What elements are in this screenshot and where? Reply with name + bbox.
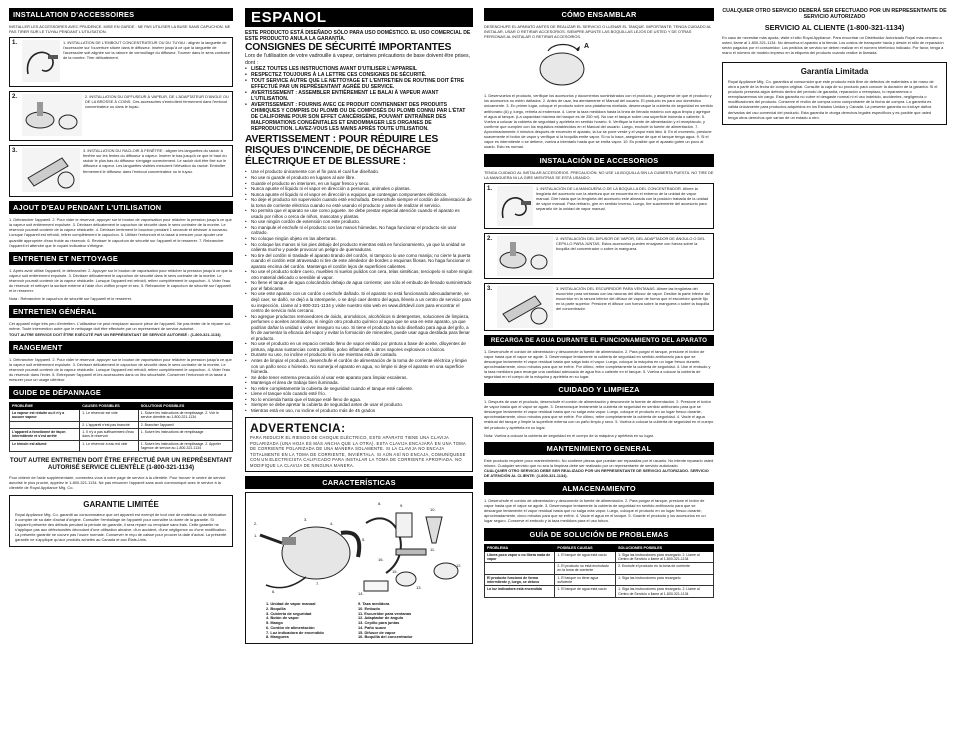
list-item: • No use el producto en un espacio cerrado lleno de vapor emitido por pintura a base de aceite, diluyentes de pintura, algunas sustancias contra polillas, polvo inflamable, u otros vapores explosivos o tóxicos. — [245, 341, 473, 352]
list-item: • No use este aparato con un cordón o enchufe dañado. Si el aparato no está funcionando adecuadamente, se dejó caer, se dañó, se dejó a la intemperie, o se dejó caer dentro del agua, llévelo a un centro de servicio para su inspección. Llame al 1-800-321-1134 y visite nuestro sitio web en www.dirtdevil.com para encontrar el centro de servicio más cercano. — [245, 291, 473, 313]
service-heading: CUALQUIER OTRO SERVICIO DEBERÁ SER EFECTUADO POR UN REPRESENTANTE DE SERVICIO AUTORIZADO — [722, 8, 947, 21]
list-item: • No coloque ningún objeto en las aberturas. — [245, 236, 473, 242]
parts-list-item: 8. Manguera — [266, 634, 289, 640]
section-title: GUIDE DE DÉPANNAGE — [9, 386, 233, 399]
section-text: 1. Desenchufe el cordón de alimentación y desconecte la fuente de alimentación. 2. Para purgar el tanque, presione el botón de vapor hasta que el vapor se agote. 3. Desenrosque lentamente la cubierta de seguridad en sentido antihorario para que se descargue lentamente el vapor residual hasta que salga todo el vapor. Luego, coloque la máquina en un lugar fresco durante, aproximadamente, cinco minutos para que se enfríe. Por último, retire completamente la cubierta de seguridad. 4. Use el embudo y la taza medidora para recargar una cantidad adecuada de agua fría o caliente en el tanque. 5. Vuelva a colocar la cubierta de seguridad en el cuerpo de la máquina y apriétela en su lugar. — [484, 348, 711, 379]
safety-bullet-list — [245, 169, 473, 413]
column-header: PROBLEMA — [485, 544, 555, 551]
callout-number: 5. — [362, 536, 366, 542]
list-item: • TOUT SERVICE AUTRE QUE LE NETTOYAGE ET L'ENTRETIEN DE ROUTINE DOIT ÊTRE EFFECTUÉ PAR UN REPRÉSENTANT AGRÉÉ DU SERVICE. — [245, 78, 473, 90]
list-item: • Mantenga el área de trabajo bien iluminada. — [245, 380, 473, 386]
column-header: SOLUCIONES POSIBLES — [616, 544, 714, 551]
install-step — [9, 37, 233, 87]
customer-service-phone: SERVICIO AL CLIENTE (1-800-321-1134) — [764, 22, 905, 32]
table-row — [485, 551, 714, 563]
table-cell: 1. Suivre les instructions de remplissage — [138, 428, 232, 440]
parts-list-item: 12. Adaptador de ángulo — [358, 615, 404, 621]
section-text: Cet appareil exige très peu d'entretien. L'utilisateur ne peut remplacer aucune pièce de l'appareil. Ne pas tenter de le réparer soi-même. Toute intervention autre que le nettoyage doit être effectuée par un représentant de service autorisé. — [9, 321, 231, 332]
bold-bullet-list — [245, 66, 473, 132]
table-cell: 1. Suivre les instructions de remplissage. 2. Voir le service clientèle au 1-800-321-1134 — [138, 410, 232, 422]
parts-list-item: 13. Cepillo para juntas — [358, 620, 400, 626]
parts-list-item: 14. Paño suave — [358, 624, 387, 630]
list-item: • No use ni guarde el producto en lugares al aire libre. — [245, 175, 473, 181]
step-text: 2. INSTALLATION DU DIFFUSEUR À VAPEUR, DE L'ADAPTATEUR D'ANGLE OU DE LA BROSSE À COINS. Ces accessoires s'emboîtent fermement dans l'embout concentrateur ou dans le tuyau. — [85, 94, 229, 110]
parts-list-item: 15. Difusor de vapor — [358, 629, 396, 635]
table-cell: 1. Il n'y a pas suffisamment d'eau dans le réservoir — [80, 428, 138, 440]
parts-list-item: 1. Unidad de vapor manual — [266, 600, 316, 606]
table-cell: 1. El tanque no tiene agua suficiente — [555, 574, 616, 586]
list-item: • Siempre se debe apretar la cubierta de seguridad antes de usar el producto. — [245, 402, 473, 408]
features-diagram — [245, 492, 473, 644]
hose-illustration — [22, 40, 60, 82]
callout-number: 1. — [254, 532, 258, 538]
warning-heading: ADVERTENCIA: — [250, 421, 346, 436]
list-item: • No agregue productos removedores de óxido, aromáticos, alcohólicos ni detergentes, soluciones de limpieza, perfumes o aceites aromáticos, ni ningún otro producto químico al agua que se usa en este aparato, ya que podrían dañar la unidad o volver inseguro su uso. Si tiene el producto ha sido diseñado para agua del grifo, a fin de aumentar la eficacia del vapor y evitar la formación de minerales, puede usar agua destilada para llenar el producto. — [245, 314, 473, 342]
squeegee-illustration — [22, 148, 80, 192]
callout-number: 2. — [254, 520, 258, 526]
install-step — [484, 183, 714, 229]
table-row — [10, 421, 233, 428]
list-item: • No use el producto sobre cuero, muebles ni suelos pulidos con cera, telas sintéticas, terciopelo ni sobre ningún otro material delicado o sensible al vapor. — [245, 269, 473, 280]
column-header: CAUSES POSSIBLES — [80, 403, 138, 410]
service-column — [722, 8, 947, 125]
table-row — [10, 410, 233, 422]
table-cell: 2. El producto no está enchufado en la toma de corriente — [555, 563, 616, 575]
section-text: 1. Après avoir utilisé l'appareil, le débrancher. 2. Appuyer sur le bouton de vaporisation pour relâcher la pression jusqu'à ce que la vapeur soit entièrement expulsée. 3. Dévisser délicatement le capuchon de sécurité dans le sens contraire de la montre. Le réservoir pourrait contenir de la vapeur résiduelle. Lorsque l'appareil est refroidi, retirer complètement le capuchon. 4. Vider l'eau du réservoir et nettoyer la surface externe à l'aide d'un chiffon propre et sec. 5. Rebrancher le capuchon de sécurité sur l'appareil et le resserrer. — [9, 267, 232, 294]
list-item: • No permita que el aparato se use como juguete. Se debe prestar especial atención cuando el aparato es usado por niños o cerca de niños, mascotas y plantas. — [245, 208, 473, 219]
troubleshooting-table — [484, 544, 714, 598]
step-text: 3. INSTALLATION DU RACLOIR À FENÊTRE : aligner les languettes du racloir à fenêtre sur les fentes du diffuseur à vapeur. Insérer le bas jusqu'à ce que le haut du racloir le plus bas du diffuseur s'engage correctement. Le racloir doit être fixé sur le diffuseur à vapeur. Les languettes visibles mesurent l'élévation du racloir. Embolter fermement le diffuseur dans l'embout concentrateur ou le tuyau. — [83, 148, 227, 174]
callout-number: 12. — [456, 562, 462, 568]
troubleshooting-table — [9, 402, 233, 452]
table-cell: 1. Le réservoir a eau est vide — [80, 440, 138, 452]
list-item: • Nunca apunte el líquido ni el vapor en dirección a personas, animales o plantas. — [245, 186, 473, 192]
table-cell: Libera poco vapor o no libera nada de vapor — [485, 551, 555, 563]
section-text: Este producto requiere poco mantenimiento. No contiene piezas que puedan ser reparadas por el usuario. No intente repararlo usted mismo. Cualquier servicio que no sea la limpieza debe ser realizado por un representante de servicio autorizado. — [484, 457, 714, 468]
list-item: • Antes de limpiar el producto, desenchufe el cordón de alimentación de la toma de corriente eléctrica y limpie con un paño seco o húmedo. No sumerja el aparato en agua, no limpie ni deje el aparato en una superficie húmeda. — [245, 358, 473, 375]
list-item: • Guarde el producto en interiores, en un lugar fresco y seco. — [245, 181, 473, 187]
section-title: INSTALACIÓN DE ACCESORIOS — [484, 154, 714, 167]
table-cell: 1. Le réservoir est vide — [80, 410, 138, 422]
section-title: AJOUT D'EAU PENDANT L'UTILISATION — [9, 201, 233, 214]
table-cell: La vapeur est réduite ou il n'y a aucune vapeur — [10, 410, 80, 422]
assembly-figure — [484, 41, 714, 91]
section-title: ALMACENAMIENTO — [484, 482, 714, 495]
install-intro: INSTALLER LES ACCESSOIRES AVEC PRUDENCE. MISE EN GARDE : NE PAS UTILISER LA BUSE SANS CAPUCHON. NE PAS TIRER SUR LE TUYAU PENDANT L'UTILISATION. — [9, 24, 231, 35]
list-item: • AVERTISSEMENT : FOURNIS AVEC CE PRODUIT CONTIENNENT DES PRODUITS CHIMIQUES Y COMPRIS DU PLOMB OU DE COMPOSÉS DU PLOMB CONNU PAR L'ÉTAT DE CALIFORNIE POUR SON EFFET CANCÉRIGÈNE, POUVANT ENTRAÎNER DES MALFORMATIONS CONGÉNITALES ET ENDOMMAGER LES ORGANES DE REPRODUCTION. LAVEZ-VOUS LES MAINS APRÈS TOUTE UTILISATION. — [245, 102, 473, 132]
warranty-title: Garantía Limitada — [800, 66, 869, 76]
list-item: • LISEZ TOUTES LES INSTRUCTIONS AVANT D'UTILISER L'APPAREIL — [245, 66, 473, 72]
parts-list-item: 5. Mango — [266, 620, 283, 626]
callout-number: 16. — [378, 556, 384, 562]
parts-list-item: 3. Cubierta de seguridad — [266, 610, 312, 616]
parts-list-item: 4. Botón de vapor — [266, 615, 299, 621]
install-step — [484, 233, 714, 279]
section-title: CUIDADO Y LIMPIEZA — [484, 383, 714, 396]
safety-lead: Lors de l'utilisation de votre vadrouille à vapeur, certaines précautions de base doivent être prises, dont : — [245, 53, 471, 66]
service-heading: TOUT AUTRE ENTRETIEN DOIT ÊTRE EFFECTUÉ PAR UN REPRÉSENTANT AUTORISÉ SERVICE CLIENTÈLE (1-800-321-1134) — [9, 457, 233, 472]
table-cell — [485, 563, 555, 575]
list-item: • AVERTISSEMENT : ASSEMBLER ENTIÈREMENT LE BALAI À VAPEUR AVANT L'UTILISATION. — [245, 90, 473, 102]
table-cell: 2. Enchufe el producto en la toma de corriente — [616, 563, 714, 575]
step-number: 1. — [12, 40, 18, 47]
list-item: • Llene el tanque sólo cuando esté frío. — [245, 391, 473, 397]
callout-number: 15. — [392, 568, 398, 574]
list-item: • Mientras está en uso, no incline el producto más de 45 grados — [245, 408, 473, 414]
list-item: • No lo encienda hasta que el tanque esté lleno de agua. — [245, 397, 473, 403]
list-item: • No deje el producto sin supervisión cuando esté enchufado. Desenchufe siempre el cordón de alimentación de la toma de corriente eléctrica cuando no esté usando el producto y antes de realizar el servicio. — [245, 197, 473, 208]
section-text: 1. Débrancher l'appareil. 2. Pour vider le réservoir, appuyer sur le bouton de vaporisation pour relâcher la pression jusqu'à ce que la vapeur soit entièrement expulsée. 3. Dévisser délicatement le capuchon de sécurité dans le sens contraire de la montre. Le réservoir pourrait contenir de la vapeur résiduelle. 4. Dévisser lentement le bouchon pendant 1 seconde et dévisser à nouveau. Lorsque l'appareil est refroidi, retirer complètement le capuchon. 5. Utiliser l'entonnoir et la tasse à mesurer pour ajouter une quantité appropriée d'eau froide au réservoir. 6. Revisser le capuchon de sécurité sur l'appareil et le resserrer. 7. Rebrancher l'appareil et attendre que le voyant indicateur s'éteigne. — [9, 217, 232, 248]
list-item: • Nunca apunte el líquido ni el vapor en dirección a equipos que contengan componentes eléctricos. — [245, 192, 473, 198]
section-text: 1. Después de usar el producto, desenchufe el cordón de alimentación y desconecte la fuente de alimentación. 2. Presione el botón de vapor hasta que el vapor se agote. 3. Desenrosque lentamente la cubierta de seguridad en sentido antihorario para que se descargue lentamente el vapor residual hasta que no salga más vapor. Luego, coloque el producto en un lugar fresco durante, aproximadamente, cinco minutos para que se enfríe. Por último, retire completamente la cubierta de seguridad. 4. Vacíe el agua residual del tanque y limpie la superficie externa con un paño limpio y seco. 5. Vuelva a colocar la cubierta de seguridad en el cuerpo del producto y apriétela en su lugar. — [484, 399, 714, 430]
callout-number: 7. — [316, 580, 320, 586]
callout-number: 11. — [430, 546, 436, 552]
assembly-text: 1. Desenvuelva el producto, verifique los accesorios y documentos suministrados con el producto, y asegúrese de que el producto y los accesorios no estén dañados. 2. Antes de usar, lea atentamente el Manual del usuario. El producto es para uso doméstico únicamente. 3. En primer lugar, coloque el producto sobre una plataforma nivelada, desenrosque la cubierta de seguridad en sentido antihorario (A) y, luego, retírela al enderezar. 4. Llene la taza medidora hasta la línea de llenado máximo con agua limpia y agregue el agua al tanque. (La capacidad máxima del tanque es de 250 ml). No use el tanque sobre una superficie húmeda o caliente. 5. Vuelva a colocar la cubierta de seguridad y apriétela en sentido horario. 6. Verifique la fuente de alimentación y el receptáculo, y confirme que cumplen con los requisitos establecidos en el Manual del usuario. Luego, enchufe la fuente de alimentación. 7. Aproximadamente 4 minutos después de encender el aparato, la luz se pone verde y el vapor está listo. 8. En el momento, presione suavemente el botón de vapor y verifique si la boquilla emite vapor. Si no lo hace, asegúrese de que el tanque tenga agua. 9. Si el vapor es intermitente o se detiene, vuelva a intentarlo hasta que se emita vapor. 10. Es posible que el aparato gotee un poco al usarlo. Esto es normal. — [484, 93, 713, 150]
list-item: • No coloque las manos ni los pies debajo del producto mientras está en funcionamiento, ya que la unidad se calienta mucho y puede provocar un peligro de quemaduras. — [245, 242, 473, 253]
table-cell: 2. Brancher l'appareil — [138, 421, 232, 428]
table-cell: 1. Siga las instrucciones para recargarlo. 2. Llame al Centro de Servicio o llame al 1-800-321-1134 — [616, 586, 714, 598]
parts-list-item: 10. Embudo — [358, 605, 381, 611]
list-item: • No tire del cordón ni traslade el aparato tirando del cordón, ni tampoco lo use como manija; no cierre la puerta cuando el cordón esté atravesado ni tire de este alrededor de bordes o esquinas filosas. No haga funcionar el aparato encima del cordón. Mantenga el cordón lejos de superficies calientes. — [245, 253, 473, 270]
safety-title: CONSIGNES DE SÉCURITÉ IMPORTANTES — [245, 42, 452, 54]
table-cell: 1. Suivre les instructions de remplissage. 2. Appeler l'agence de service au 1-800-321-1134 — [138, 440, 232, 452]
hose-illustration — [497, 186, 533, 226]
column-header: SOLUTIONS POSSIBLES — [138, 403, 232, 410]
step-text: 1. INSTALLATION DE L'EMBOUT CONCENTRATEUR OU DU TUYAU : aligner la languette de l'accessoire sur l'ouverture située dans le diffuseur. Insérer jusqu'à ce que la languette de l'accessoire soit alignée sur la rainure de verrouillage du diffuseur. Tourner dans le sens contraire de la montre. Tirer délicatement. — [63, 40, 230, 61]
table-cell — [10, 421, 80, 428]
warning-box — [245, 417, 473, 471]
parts-list-item: 9. Taza medidora — [358, 600, 390, 606]
callout-number: 3. — [304, 516, 308, 522]
parts-list-item: 11. Escurridor para ventanas — [358, 610, 412, 616]
callout-number: 14. — [358, 590, 364, 596]
table-cell: El producto funcionó de forma intermitente y, luego, se detuvo — [485, 574, 555, 586]
service-notice: TOUT AUTRE SERVICE DOIT ÊTRE EXÉCUTÉ PAR UN REPRÉSENTANT DE SERVICE AUTORISÉ : (1-800-321-1134) — [9, 331, 221, 337]
table-cell: Le témoin est allumé — [10, 440, 80, 452]
parts-list-item: 2. Boquilla — [266, 605, 286, 611]
service-notice: CUALQUIER OTRO SERVICIO DEBE SER REALIZADO POR UN REPRESENTANTE DE SERVICIO AUTORIZADO. SERVICIO DE ATENCIÓN AL CLIENTE: (1-800-321-1134). — [484, 467, 709, 478]
section-title: GUÍA DE SOLUCIÓN DE PROBLEMAS — [484, 528, 714, 541]
list-item: • No manipule el enchufe ni el producto con las manos húmedas. No haga funcionar el producto sin usar calzado. — [245, 225, 473, 236]
section-text: 1. Desenchufe el cordón de alimentación y desconecte la fuente de alimentación. 2. Para purgar el tanque, presione el botón de vapor hasta que el vapor se agote. 3. Desenrosque lentamente la cubierta de seguridad en sentido antihorario para que se descargue lentamente el vapor residual hasta que no salga más vapor. Luego, coloque el producto en un lugar fresco durante, aproximadamente, cinco minutos para que se enfríe. 4. Vacíe el agua en el tanque. 5. Guarde el producto y los accesorios en un lugar seguro. Conserve el embudo y la taza medidora para el uso futuro. — [484, 498, 706, 524]
list-item: • No llene el tanque de agua colocándolo debajo de agua corriente; use sólo el embudo de llenado suministrado por el fabricante. — [245, 280, 473, 291]
language-banner: ESPANOL — [245, 8, 473, 27]
step-number: 2. — [12, 94, 18, 101]
step-number: 2. — [487, 235, 493, 242]
section-title: ENTRETIEN ET NETTOYAGE — [9, 252, 233, 265]
warranty-text: Royal Appliance Mfg. Co. garantit au consommateur que cet appareil est exempt de tout vice de matériau ou de fabrication à compter de sa date d'achat d'origine. Consulter l'emballage de l'appareil pour connaître la durée de la garantie. Si l'appareil présente des défauts pendant la période de garantie, il sera réparé ou remplacé sans frais. Cette garantie ne s'applique pas aux défectuosités découlant d'une utilisation abusive, d'un accident, d'une négligence ou d'une modification. La présente garantie ne couvre pas l'usure normale. Conserver le reçu de caisse pour prouver la date d'achat. La présente garantie ne s'applique qu'aux produits achetés au Canada et aux États-Unis. — [15, 511, 227, 543]
callout-number: 4. — [330, 520, 334, 526]
section-title: INSTALLATION D'ACCESSOIRES — [9, 8, 233, 21]
table-row — [485, 586, 714, 598]
table-cell: 1. Siga las instrucciones para recargarlo — [616, 574, 714, 586]
figure-label: A — [584, 43, 590, 51]
step-text: 3. INSTALACIÓN DEL ESCURRIDOR PARA VENTANAS. Alinee las lengüetas del escurridor para ventanas con las ranuras del difusor de vapor. Deslice la parte inferior del escurridor en la ranura inferior del difusor de vapor de forma que el escurridor quede fijo en la parte superior. Presione el difusor con fuerza sobre la manguera o sobre la boquilla del concentrador. — [556, 285, 710, 311]
warranty-box — [9, 495, 233, 548]
section-title: ENTRETIEN GÉNÉRAL — [9, 305, 233, 318]
callout-number: 13. — [416, 584, 422, 590]
callout-number: 10. — [430, 506, 436, 512]
callout-number: 9. — [400, 502, 404, 508]
table-cell: L'appareil a fonctionné de façon intermittente et s'est arrêté — [10, 428, 80, 440]
install-step — [9, 91, 233, 141]
section-title: MANTENIMIENTO GENERAL — [484, 442, 714, 455]
accessory-intro: TENGA CUIDADO AL INSTALAR ACCESORIOS. PRECAUCIÓN: NO USE LA BOQUILLA SIN LA CUBIERTA PUESTA. NO TIRE DE LA MANGUERA NI LA GIRE MIENTRAS SE ESTÁ USANDO. — [484, 170, 714, 181]
table-cell: 2. L'appareil n'est pas branché — [80, 421, 138, 428]
step-text: 1. INSTALACIÓN DE LA MANGUERA O DE LA BOQUILLA DEL CONCENTRADOR. Alinee la lengüeta del accesorio con la abertura que se encuentra en el extremo de la unidad de vapor manual. Gire hasta que la lengüeta del accesorio esté alineada con la posición trabada de la unidad de vapor manual. Para retirarlo, gire en sentido inverso. Luego, tire suavemente del accesorio para separarlo de la unidad de vapor manual. — [536, 185, 709, 211]
step-number: 3. — [487, 285, 493, 292]
intro-notice: ESTE PRODUCTO ESTÁ DISEÑADO SÓLO PARA USO DOMÉSTICO. EL USO COMERCIAL DE ESTE PRODUCTO ANULA LA GARANTÍA. — [245, 30, 471, 43]
warranty-box — [722, 62, 947, 125]
list-item: • No use ningún cordón de extensión con este producto. — [245, 219, 473, 225]
install-step — [9, 145, 233, 197]
table-row — [485, 574, 714, 586]
section-note: Nota : Rebrancher le capuchon de sécurité sur l'appareil et le resserrer. — [9, 296, 132, 302]
column-header: POSIBLES CAUSAS — [555, 544, 616, 551]
list-item: • Durante su uso, no incline el producto ni lo use mientras está de costado. — [245, 352, 473, 358]
french-column — [9, 8, 233, 547]
section-note: Nota: Vuelva a colocar la cubierta de seguridad en el cuerpo de la máquina y apriétela en su lugar. — [484, 432, 654, 438]
table-cell: 1. Siga las instrucciones para recargarlo. 2. Llame al Centro de Servicio o llame al 1-800-321-1134 — [616, 551, 714, 563]
step-text: 2. INSTALACIÓN DEL DIFUSOR DE VAPOR, DEL ADAPTADOR DE ÁNGULO O DEL CEPILLO PARA JUNTAS. Estos accesorios pueden encajarse con fuerza sobre la boquilla del concentrador o sobre la manguera. — [556, 235, 705, 251]
table-cell: La luz indicadora está encendida — [485, 586, 555, 598]
table-cell: 1. El tanque de agua está vacío — [555, 551, 616, 563]
table-row — [10, 428, 233, 440]
diffuser-illustration — [22, 94, 82, 136]
install-step — [484, 283, 714, 331]
service-text: En caso de necesitar más ayuda, visite el sitio Royal Appliance. Para encontrar un Distribuidor Autorizado Royal más cercano a usted, llame al 1-800-321-1134. No devuelva el aparato a la tienda. Los costos de transporte hacia y desde el sitio de reparación serán pagados por el consumidor. Los pedidos de servicio se deben realizar en el número telefónico indicado. Por favor, tenga a mano el número de modelo impreso en la etiqueta del producto cuando realice la llamada. — [722, 34, 944, 55]
service-text: Pour obtenir de l'aide supplémentaire, connectez-vous à notre page de service à la clientèle. Pour trouver le centre de service autorisé le plus proche, appelez le 1-800-321-1134. Ne pas retourner l'appareil sans avoir communiqué avec le service à la clientèle de Royal Appliance Mfg. Co. — [9, 474, 226, 490]
column-header: PROBLÈME — [10, 403, 80, 410]
parts-list-item: 7. Luz indicadora de encendido — [266, 629, 324, 635]
section-title: CARACTERÍSTICAS — [245, 476, 473, 489]
section-text: 1. Débrancher l'appareil. 2. Pour vider le réservoir, appuyer sur le bouton de vaporisation pour relâcher la pression jusqu'à ce que la vapeur soit entièrement expulsée. 3. Dévisser délicatement le capuchon de sécurité dans le sens contraire de la montre. Le réservoir pourrait contenir de la vapeur résiduelle. Lorsque l'appareil est refroidi, retirer complètement le capuchon. 4. Vider l'eau du réservoir dans l'évier. 5. Entreposer l'appareil et les accessoires dans un lieu sécuritaire. Conserver l'entonnoir et la tasse à mesurer pour un usage ultérieur. — [9, 356, 232, 382]
callout-number: 6. — [272, 588, 276, 594]
warranty-title: GARANTIE LIMITÉE — [83, 499, 159, 509]
table-row — [10, 440, 233, 452]
step-number: 1. — [487, 185, 493, 192]
table-header-row — [485, 544, 714, 551]
section-title: RECARGA DE AGUA DURANTE EL FUNCIONAMIENTO DEL APARATO — [484, 335, 714, 346]
list-item: • Use el producto únicamente con el fin para el cual fue diseñado. — [245, 169, 473, 175]
callout-number: 8. — [378, 500, 382, 506]
list-item: • RESPECTEZ TOUJOURS À LA LETTRE CES CONSIGNES DE SÉCURITÉ. — [245, 72, 473, 78]
diffuser-illustration — [497, 236, 553, 276]
assembly-intro: DESENCHUFE EL APARATO ANTES DE REALIZAR EL SERVICIO O LLENAR EL TANQUE. IMPORTANTE: TENGA CUIDADO AL INSTALAR, USAR O RETIRAR ACCESORIOS. SIEMPRE APUNTE LAS BOQUILLAS LEJOS DE USTED Y DE OTRAS PERSONAS AL INSTALAR O RETIRAR ACCESORIOS. — [484, 24, 712, 40]
parts-list-item: 6. Cordón de alimentación — [266, 624, 315, 630]
warning-title: AVERTISSEMENT : POUR RÉDUIRE LES RISQUES D'INCENDIE, DE DÉCHARGE ÉLECTRIQUE ET DE BLESSURE : — [245, 133, 439, 168]
section-title: CÓMO ENSAMBLAR — [484, 8, 714, 21]
instructions-column — [484, 8, 714, 601]
table-row — [485, 563, 714, 575]
section-title: RANGEMENT — [9, 341, 233, 354]
table-header-row — [10, 403, 233, 410]
squeegee-illustration — [497, 286, 553, 328]
parts-list — [266, 602, 450, 640]
list-item: • No retire completamente la cubierta de seguridad cuando el tanque esté caliente. — [245, 386, 473, 392]
safety-column — [245, 8, 473, 644]
parts-list-item: 16. Boquilla del concentrador — [358, 634, 413, 640]
step-number: 3. — [12, 148, 18, 155]
table-cell: 1. El tanque de agua está vacío — [555, 586, 616, 598]
steamer-illustration — [246, 493, 472, 599]
warning-text: PARA REDUCIR EL RIESGO DE CHOQUE ELÉCTRICO, ESTE APARATO TIENE UNA CLAVIJA POLARIZADA (UNA HOJA ES MÁS ANCHA QUE LA OTRA). ESTA CLAVIJA ENCAJARÁ EN UNA TOMA DE CORRIENTE POLARIZADA DE UNA MANERA SOLAMENTE. SI LA CLAVIJA NO ENCAJA TOTALMENTE EN LA TOMA DE CORRIENTE, INVIÉRTALA. SI AÚN ASÍ NO ENCAJA, COMUNÍQUESE CON UN ELECTRICISTA CALIFICADO PARA INSTALAR LA TOMA DE CORRIENTE APROPIADA. NO MODIFIQUE LA CLAVIJA DE NINGUNA MANERA. — [250, 435, 466, 468]
warranty-text: Royal Appliance Mfg. Co. garantiza al consumidor que este producto está libre de defectos de materiales o de mano de obra a partir de la fecha de compra original. Consulte la caja de su producto para conocer la duración de la garantía. Si el producto presenta algún defecto dentro del período de garantía, reparación o reemplazo, lo repararemos o reemplazaremos sin cargo. Esta garantía no cubre el desgaste normal ni el uso indebido, accidentes, negligencia o modificaciones del producto. Conserve el recibo de compra como comprobante de la fecha de compra. La garantía es válida únicamente para productos adquiridos en los Estados Unidos y Canadá. La presente garantía no incluye daños derivados del uso comercial del producto. Esta garantía le otorga derechos legales específicos y es posible que usted tenga otros derechos que varían de un estado a otro. — [728, 78, 938, 120]
list-item: • Se debe tener extrema precaución al usar este aparato para limpiar escaleras. — [245, 375, 473, 381]
